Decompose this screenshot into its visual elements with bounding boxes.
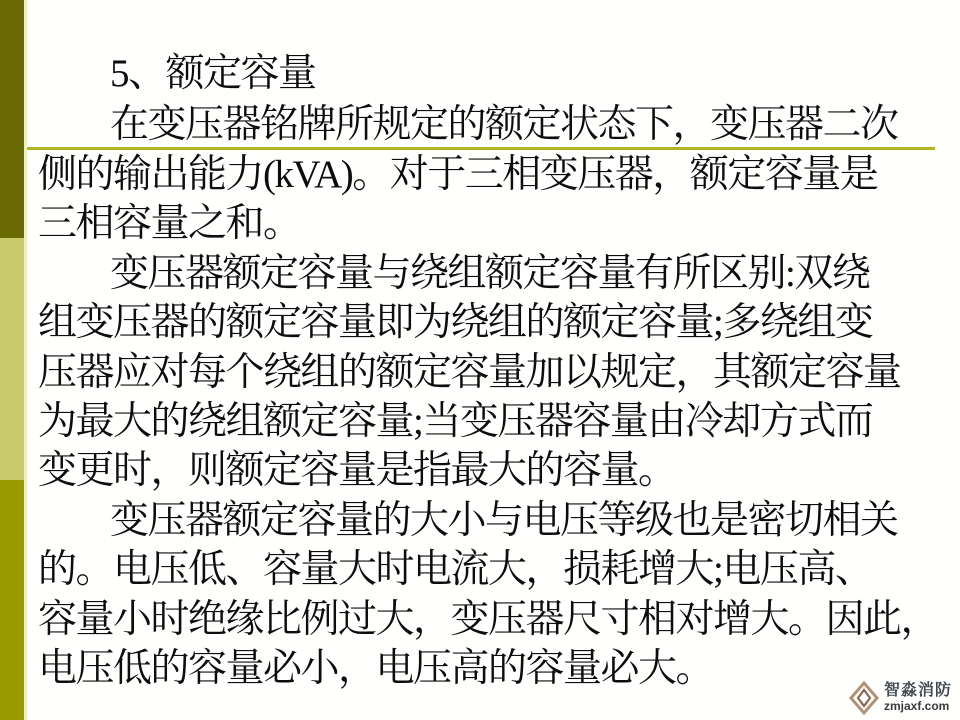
body-text-line: 为最大的绕组额定容量;当变压器容量由冷却方式而 (38, 400, 873, 443)
body-text-line: 电压低的容量必小，电压高的容量必大。 (38, 647, 714, 690)
sidebar-band-middle (0, 238, 24, 480)
body-text-line: 变更时，则额定容量是指最大的容量。 (38, 449, 676, 492)
sidebar-decoration (0, 0, 27, 720)
body-text-line: 压器应对每个绕组的额定容量加以规定，其额定容量 (38, 351, 901, 394)
slide-title: 5、额定容量 (110, 52, 316, 95)
sidebar-edge-line (24, 0, 27, 720)
sidebar-band-bottom (0, 480, 24, 720)
body-text-line: 容量小时绝缘比例过大，变压器尺寸相对增大。因此， (38, 598, 939, 641)
watermark (849, 681, 952, 715)
body-text-line: 在变压器铭牌所规定的额定状态下，变压器二次 (110, 103, 898, 146)
zhimiao-logo-icon (849, 681, 879, 715)
underline-divider (27, 147, 935, 150)
body-text-line: 组变压器的额定容量即为绕组的额定容量;多绕组变 (38, 301, 873, 344)
body-text-line: 变压器额定容量的大小与电压等级也是密切相关 (110, 499, 898, 542)
body-text-line: 侧的输出能力(kVA)。对于三相变压器，额定容量是 (38, 153, 878, 196)
body-text-line: 三相容量之和。 (38, 202, 301, 245)
sidebar-band-top (0, 0, 24, 238)
watermark-brand-text: 智淼消防 (883, 682, 952, 700)
body-text-line: 的。电压低、容量大时电流大，损耗增大;电压高、 (38, 548, 873, 591)
watermark-texts (884, 683, 952, 712)
body-text-line: 变压器额定容量与绕组额定容量有所区别:双绕 (110, 252, 870, 295)
watermark-domain-text: zmjaxf.com (883, 699, 950, 714)
